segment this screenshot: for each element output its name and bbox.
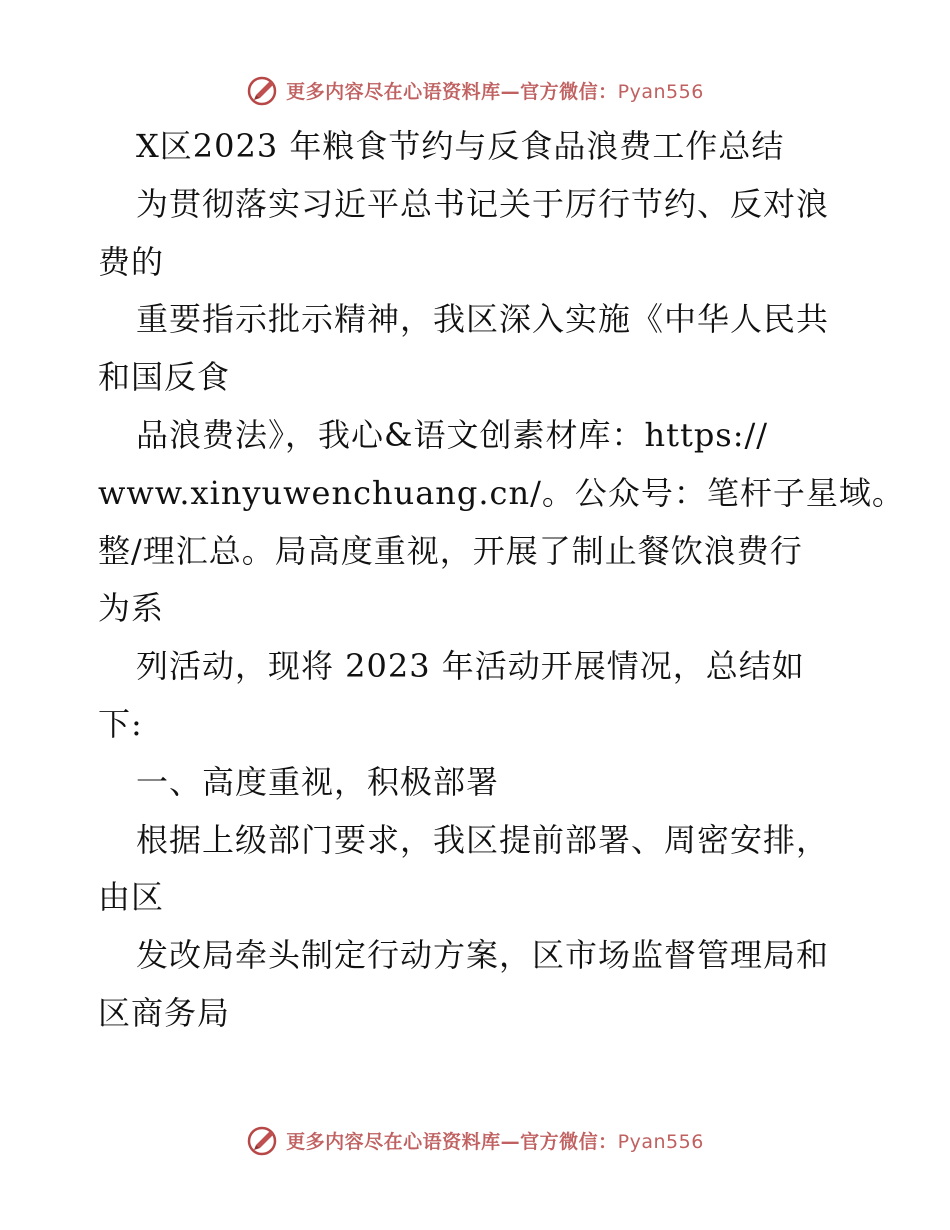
footer-watermark-banner: [0, 1120, 950, 1160]
header-watermark-banner: [0, 70, 950, 110]
text-line: 为贯彻落实习近平总书记关于厉行节约、反对浪: [136, 184, 830, 223]
text-line: 由区: [98, 878, 165, 917]
text-line: 根据上级部门要求，我区提前部署、周密安排，: [136, 820, 830, 859]
pen-logo-icon: [246, 73, 280, 107]
text-line: 费的: [98, 242, 165, 281]
wechat-id: Pyan556: [617, 80, 704, 103]
watermark-text: 更多内容尽在心语资料库—官方微信：Pyan556: [286, 80, 704, 103]
watermark-text: 更多内容尽在心语资料库—官方微信：Pyan556: [286, 1130, 704, 1153]
wechat-id: Pyan556: [617, 1130, 704, 1153]
text-line: 品浪费法》，我心&语文创素材库：https://: [136, 415, 769, 454]
text-line: 和国反食: [98, 358, 231, 397]
text-line: 一、高度重视，积极部署: [136, 762, 500, 801]
text-line: 区商务局: [98, 993, 231, 1032]
document-body: [98, 118, 905, 1043]
text-line: 列活动，现将 2023 年活动开展情况，总结如: [136, 647, 805, 686]
pen-logo-icon: [246, 1123, 280, 1157]
text-line: 重要指示批示精神，我区深入实施《中华人民共: [136, 300, 830, 339]
text-line: 为系: [98, 589, 165, 628]
document-title: X区2023 年粮食节约与反食品浪费工作总结: [136, 127, 785, 165]
text-line: www.xinyuwenchuang.cn/。公众号：笔杆子星域。: [98, 473, 905, 512]
text-line: 下:: [98, 704, 143, 743]
text-line: 整/理汇总。局高度重视，开展了制止餐饮浪费行: [98, 531, 803, 570]
text-line: 发改局牵头制定行动方案，区市场监督管理局和: [136, 936, 830, 975]
